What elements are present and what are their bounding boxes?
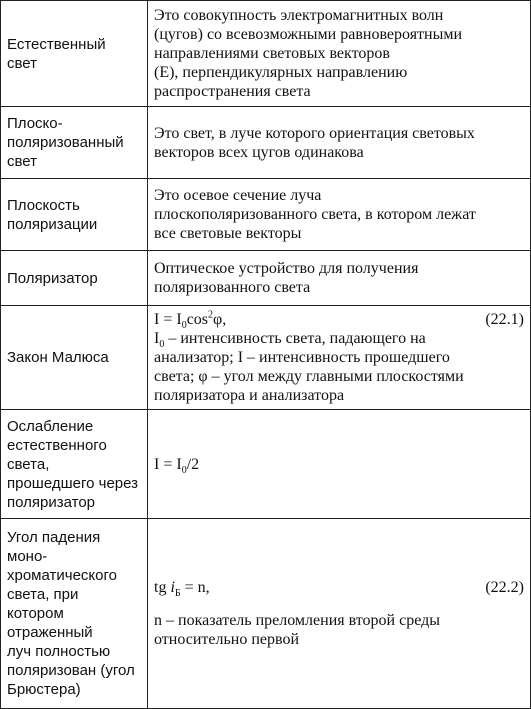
table-row <box>1 410 531 519</box>
definition-cell: tg $i_Б = n$, (22.2) n – показатель преломления второй среды относительно первой <box>148 519 531 709</box>
term-cell: Поляризатор <box>1 251 148 306</box>
equation-number: (22.2) <box>485 579 524 596</box>
definition-cell: $I = I_0\cos^2\varphi$, (22.1) $I_0$ – интенсивность света, падающего на анализатор; I – интенсивность прошедшего света; φ – угол между главными плоскостями поляризатора и анализатора <box>148 306 531 410</box>
definition-cell: Оптическое устройство для получения поляризованного света <box>148 251 531 306</box>
definition-cell: Это совокупность электромагнитных волн (цугов) со всевозможными равновероятными направлениями световых векторов (Е), перпендикулярных направлению распространения света <box>148 1 531 107</box>
term-cell: Плоскость поляризации <box>1 179 148 251</box>
table-row <box>1 1 531 107</box>
table-row <box>1 107 531 179</box>
term-cell: Естественный свет <box>1 1 148 107</box>
brewster-formula: tg $i_Б = n$, (22.2) <box>154 579 524 600</box>
attenuation-formula: $I = I_0/2$ <box>154 455 200 476</box>
table-row <box>1 519 531 709</box>
table-row <box>1 179 531 251</box>
malus-formula: $I = I_0\cos^2\varphi$, (22.1) <box>154 309 524 332</box>
term-cell: Ослабление естественного света, прошедшего через поляризатор <box>1 410 148 519</box>
table-row <box>1 306 531 410</box>
definition-cell: Это осевое сечение луча плоскополяризованного света, в котором лежат все световые векторы <box>148 179 531 251</box>
equation-number: (22.1) <box>485 311 524 328</box>
term-cell: Закон Малюса <box>1 306 148 410</box>
term-cell: Угол падения моно- хроматического света, при котором отраженный луч полностью поляризован (угол Брюстера) <box>1 519 148 709</box>
definition-cell: Это свет, в луче которого ориентация световых векторов всех цугов одинакова <box>148 107 531 179</box>
table-row <box>1 251 531 306</box>
term-cell: Плоско- поляризованный свет <box>1 107 148 179</box>
definition-cell <box>148 410 531 519</box>
